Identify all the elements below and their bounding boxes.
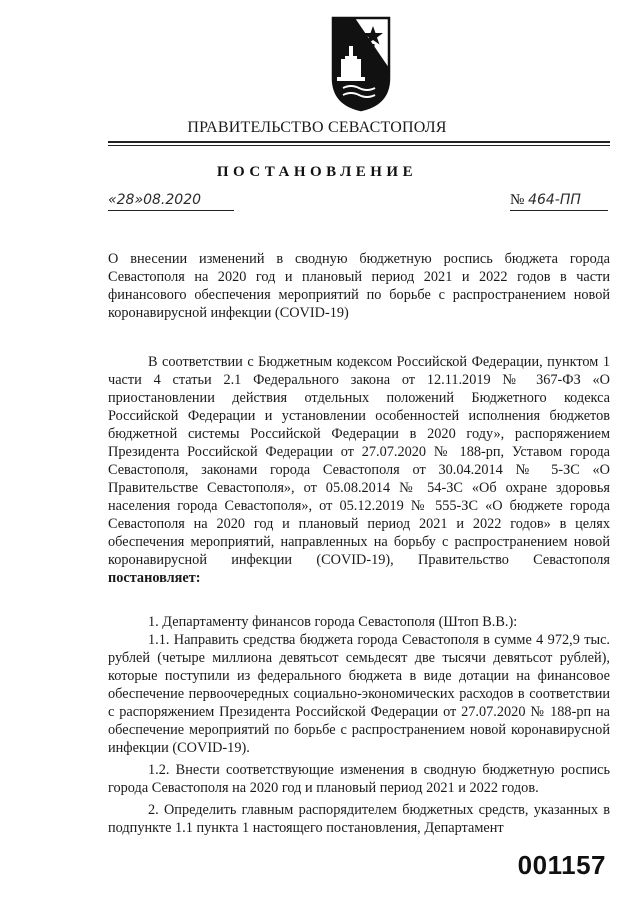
header-divider-thick [108, 141, 610, 143]
document-date [108, 192, 234, 209]
list-item: 1. Департаменту финансов города Севастополя (Штоп В.В.): [148, 614, 518, 630]
date-underline [108, 210, 234, 211]
resolution-items [108, 613, 610, 837]
preamble-paragraph [108, 353, 610, 587]
date-day: 28 [116, 192, 135, 208]
header-divider-thin [108, 145, 610, 146]
document-title: О внесении изменений в сводную бюджетную роспись бюджета города Севастополя на 2020 год и плановый период 2021 и 2022 годов в части финансового обеспечения мероприятий по борьбе с распространением новой коронавирусной инфекции (COVID-19) [108, 251, 610, 321]
list-item: 2. Определить главным распорядителем бюджетных средств, указанных в подпункте 1.1 пункта 1 настоящего постановления, Департамент [108, 802, 610, 836]
number-value: 464-ПП [528, 192, 581, 208]
document-serial-number: 001157 [517, 850, 606, 880]
preamble-text: В соответствии с Бюджетным кодексом Российской Федерации, пунктом 1 части 4 статьи 2.1 Федерального закона от 12.11.2019 № 367-ФЗ «О приостановлении действия отдельных положений Бюджетного кодекса Российской Федерации и установлении особенностей исполнения бюджетов бюджетной системы Российской Федерации в 2020 году», распоряжением Президента Российской Федерации от 27.07.2020 № 188-рп, Уставом города Севастополя, законами города Севастополя от 30.04.2014 № 5-ЗС «О Правительстве Севастополя», от 05.08.2014 № 54-ЗС «Об охране здоровья населения города Севастополя», от 05.12.2019 № 555-ЗС «О бюджете города Севастополя на 2020 год и плановый период 2021 и 2022 годов» в целях обеспечения мероприятий, направленных на борьбу с распространением новой коронавирусной инфекции (COVID-19), Правительство Севастополя [108, 354, 610, 568]
document-number [510, 192, 608, 209]
number-underline [510, 210, 608, 211]
document-type: ПОСТАНОВЛЕНИЕ [216, 164, 418, 180]
date-close-quote: » [134, 192, 144, 208]
list-item: 1.2. Внести соответствующие изменения в сводную бюджетную роспись города Севастополя на 2020 год и плановый период 2021 и 2022 годов. [108, 762, 610, 796]
number-prefix: № [510, 192, 525, 208]
date-open-quote: « [108, 192, 117, 208]
organization-name: ПРАВИТЕЛЬСТВО СЕВАСТОПОЛЯ [187, 119, 447, 136]
date-month-year: 08.2020 [143, 192, 202, 208]
resolves-keyword: постановляет: [108, 570, 201, 586]
list-item: 1.1. Направить средства бюджета города Севастополя в сумме 4 972,9 тыс. рублей (четыре миллиона девятьсот семьдесят две тысячи девятьсот рублей), которые поступили из федерального бюджета в виде дотации на финансовое обеспечение первоочередных социально-экономических расходов в соответствии с распоряжением Президента Российской Федерации от 27.07.2020 № 188-рп на обеспечение мероприятий по борьбе с распространением новой коронавирусной инфекции (COVID-19). [108, 632, 610, 756]
sevastopol-coat-of-arms-icon [329, 16, 393, 112]
